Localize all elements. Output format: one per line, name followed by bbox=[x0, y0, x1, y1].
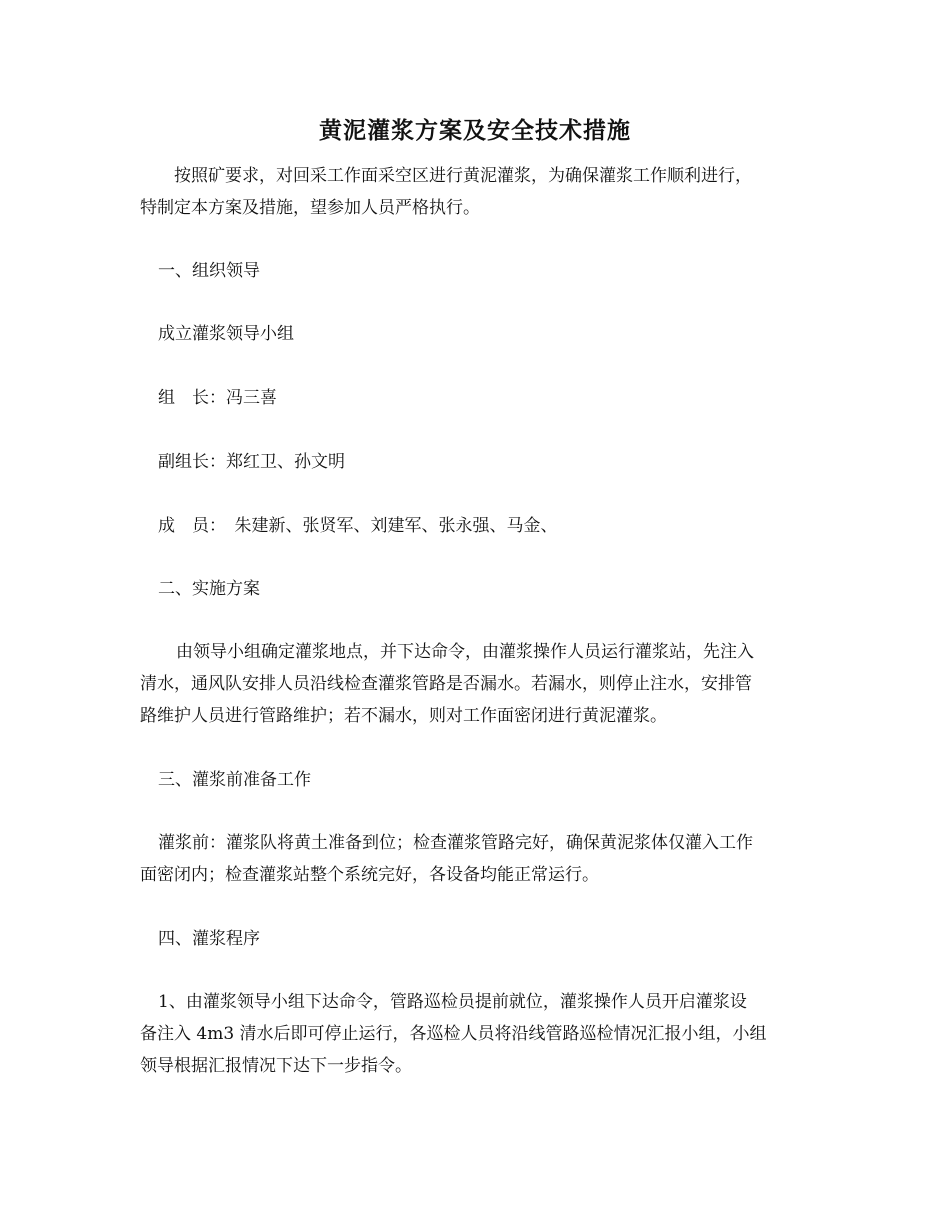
section-3-heading: 三、灌浆前准备工作 bbox=[158, 770, 311, 790]
section-3-line-2: 面密闭内；检查灌浆站整个系统完好，各设备均能正常运行。 bbox=[140, 865, 599, 885]
section-2-heading: 二、实施方案 bbox=[158, 579, 260, 599]
deputy-line: 副组长：郑红卫、孙文明 bbox=[158, 452, 345, 472]
intro-line-1: 按照矿要求，对回采工作面采空区进行黄泥灌浆，为确保灌浆工作顺利进行， bbox=[174, 166, 752, 186]
group-line: 成立灌浆领导小组 bbox=[158, 324, 294, 344]
section-1-heading: 一、组织领导 bbox=[158, 261, 260, 281]
section-4-heading: 四、灌浆程序 bbox=[158, 929, 260, 949]
section-4-line-3: 领导根据汇报情况下达下一步指令。 bbox=[140, 1056, 412, 1076]
section-2-line-2: 清水，通风队安排人员沿线检查灌浆管路是否漏水。若漏水，则停止注水，安排管 bbox=[140, 674, 752, 694]
section-4-line-2: 备注入 4m3 清水后即可停止运行，各巡检人员将沿线管路巡检情况汇报小组，小组 bbox=[140, 1024, 767, 1044]
leader-line: 组 长：冯三喜 bbox=[158, 388, 277, 408]
members-line: 成 员： 朱建新、张贤军、刘建军、张永强、马金、 bbox=[158, 516, 558, 536]
section-2-line-1: 由领导小组确定灌浆地点，并下达命令，由灌浆操作人员运行灌浆站，先注入 bbox=[176, 642, 754, 662]
intro-line-2: 特制定本方案及措施，望参加人员严格执行。 bbox=[140, 198, 480, 218]
section-4-line-1: 1、由灌浆领导小组下达命令，管路巡检员提前就位，灌浆操作人员开启灌浆设 bbox=[158, 992, 747, 1012]
section-3-line-1: 灌浆前：灌浆队将黄土准备到位；检查灌浆管路完好，确保黄泥浆体仅灌入工作 bbox=[158, 833, 753, 853]
document-title: 黄泥灌浆方案及安全技术措施 bbox=[319, 117, 631, 144]
section-2-line-3: 路维护人员进行管路维护；若不漏水，则对工作面密闭进行黄泥灌浆。 bbox=[140, 706, 667, 726]
